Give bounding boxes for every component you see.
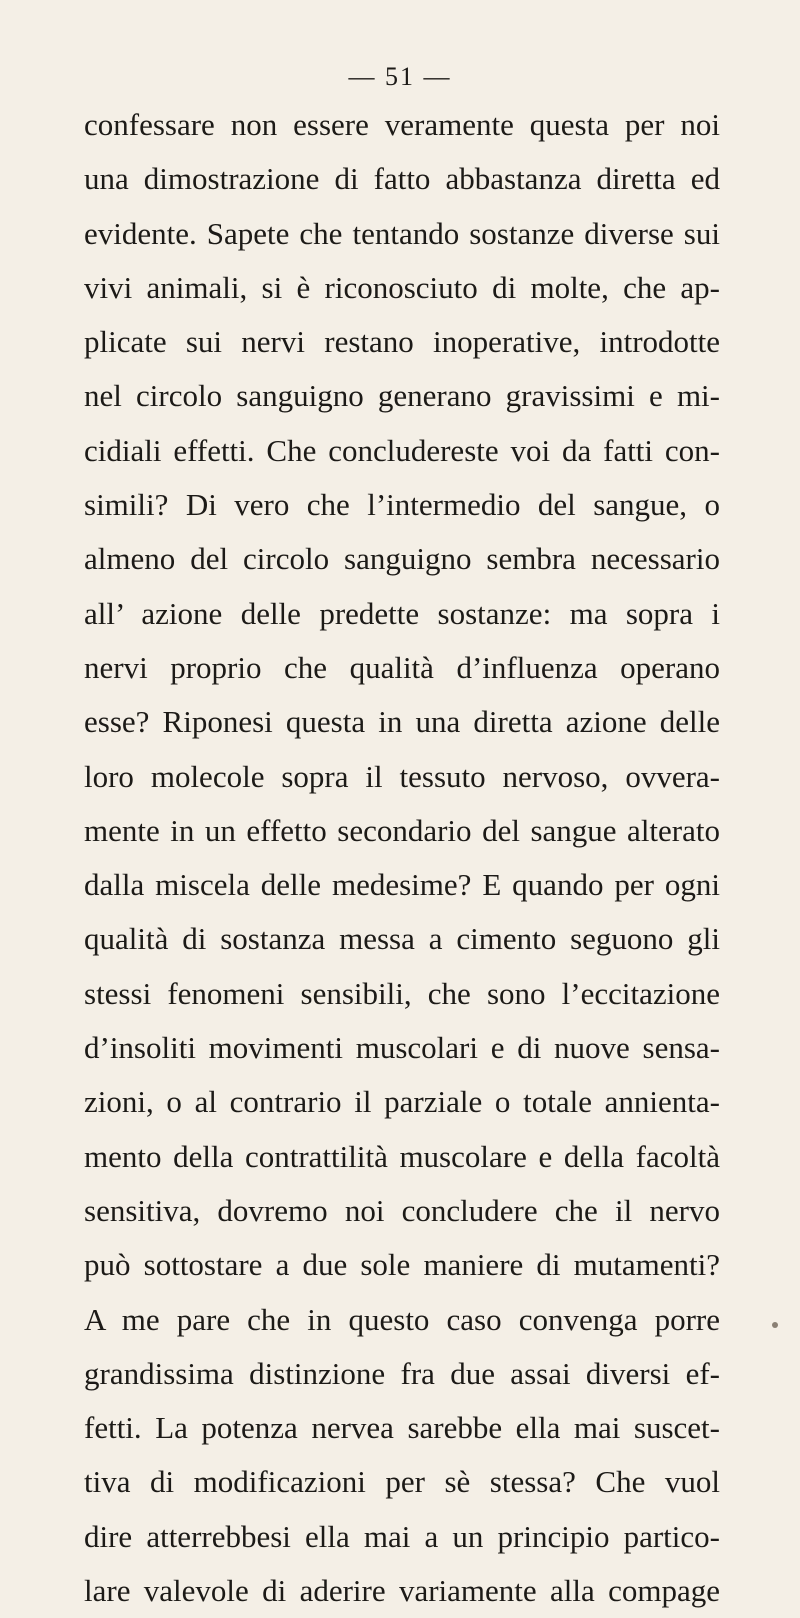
text-line: esse? Riponesi questa in una diretta azione delle (84, 704, 720, 740)
text-line: può sottostare a due sole maniere di mutamenti? (84, 1247, 720, 1283)
text-line: dalla miscela delle medesime? E quando per ogni (84, 867, 720, 903)
body-text (84, 98, 720, 1618)
text-line: mente in un effetto secondario del sangue alterato (84, 812, 720, 848)
text-line: zioni, o al contrario il parziale o totale annienta- (84, 1084, 720, 1120)
text-line: lare valevole di aderire variamente alla compage (84, 1573, 720, 1609)
text-line: nervi proprio che qualità d’influenza operano (84, 649, 720, 685)
text-line: dire atterrebbesi ella mai a un principio partico- (84, 1518, 720, 1554)
text-line: d’insoliti movimenti muscolari e di nuove sensa- (84, 1030, 720, 1066)
text-line: grandissima distinzione fra due assai diversi ef- (84, 1355, 720, 1391)
text-line: simili? Di vero che l’intermedio del sangue, o (84, 487, 720, 523)
text-line: loro molecole sopra il tessuto nervoso, ovvera- (84, 758, 720, 794)
text-line: fetti. La potenza nervea sarebbe ella mai suscet- (84, 1410, 720, 1446)
text-line: confessare non essere veramente questa per noi (84, 107, 720, 142)
page-number: — 51 — (348, 62, 452, 91)
text-line: vivi animali, si è riconosciuto di molte, che ap- (84, 269, 720, 305)
text-line: plicate sui nervi restano inoperative, introdotte (84, 324, 720, 360)
text-line: evidente. Sapete che tentando sostanze diverse sui (84, 215, 720, 251)
text-line: stessi fenomeni sensibili, che sono l’eccitazione (84, 975, 720, 1011)
text-line: qualità di sostanza messa a cimento seguono gli (84, 921, 720, 957)
ink-speck (772, 1322, 778, 1328)
text-line: tiva di modificazioni per sè stessa? Che vuol (84, 1464, 720, 1500)
text-line: mento della contrattilità muscolare e della facoltà (84, 1138, 720, 1174)
text-line: nel circolo sanguigno generano gravissimi e mi- (84, 378, 720, 414)
text-line: A me pare che in questo caso convenga porre (84, 1301, 720, 1337)
text-line: all’ azione delle predette sostanze: ma sopra i (84, 595, 720, 631)
text-line: una dimostrazione di fatto abbastanza diretta ed (84, 161, 720, 197)
text-line: sensitiva, dovremo noi concludere che il nervo (84, 1192, 720, 1228)
text-line: almeno del circolo sanguigno sembra necessario (84, 541, 720, 577)
text-line: cidiali effetti. Che concludereste voi da fatti con- (84, 432, 720, 468)
